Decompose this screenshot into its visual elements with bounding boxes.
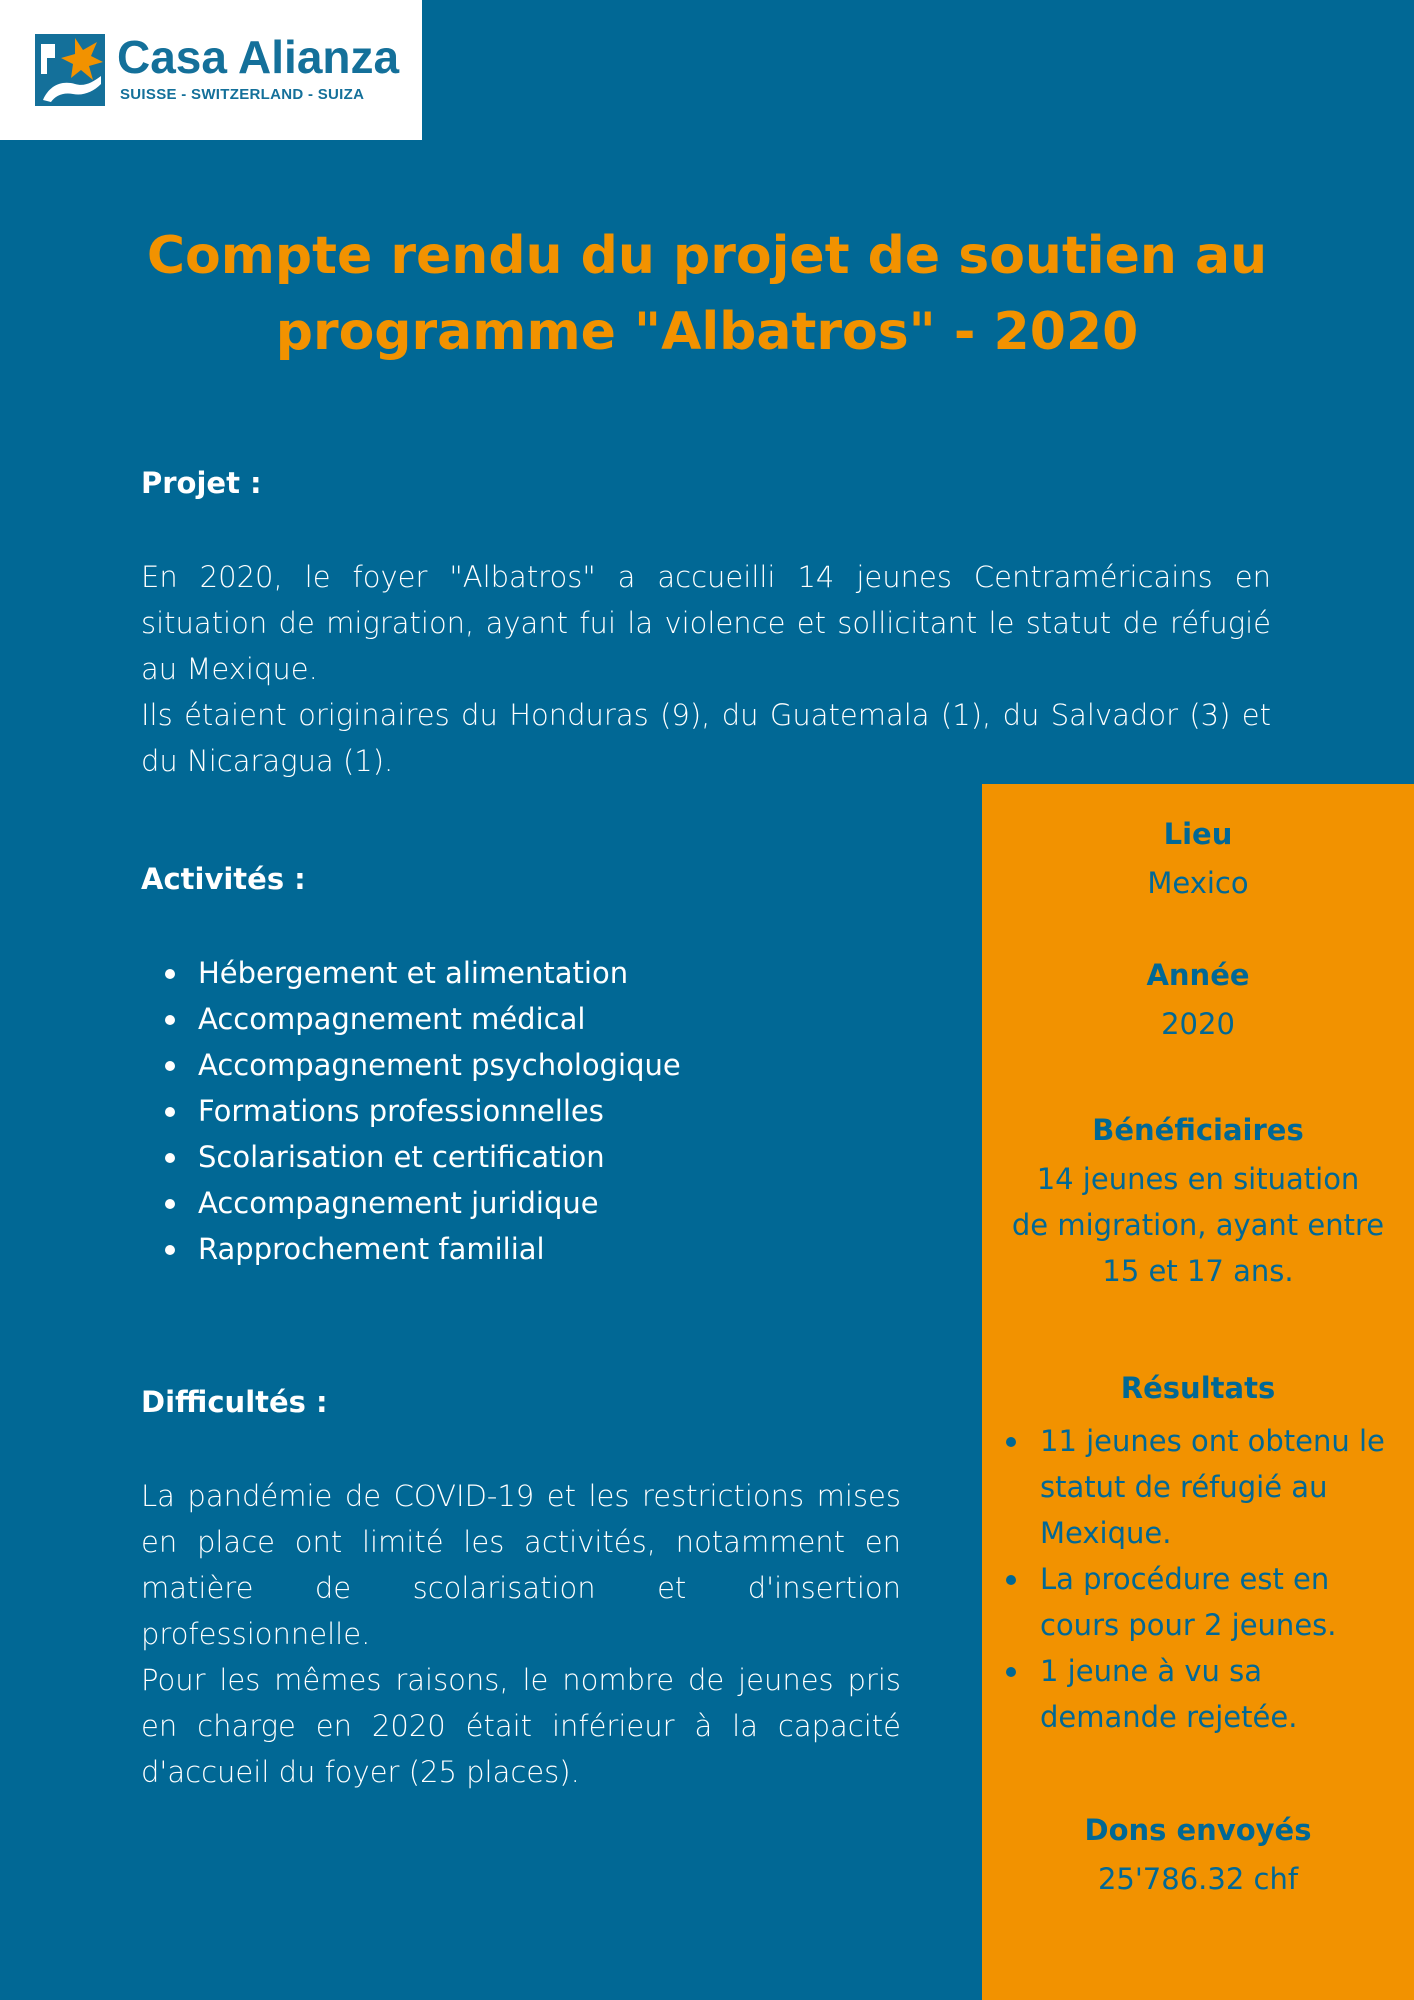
list-item: Rapprochement familial	[141, 1226, 681, 1272]
activites-heading: Activités :	[141, 862, 306, 896]
list-item: 11 jeunes ont obtenu le statut de réfugié au Mexique.	[982, 1418, 1414, 1556]
beneficiaires-value	[982, 1156, 1414, 1294]
lieu-value: Mexico	[1147, 866, 1249, 900]
list-item: La procédure est en cours pour 2 jeunes.	[982, 1556, 1414, 1648]
lieu-label: Lieu	[1163, 817, 1233, 851]
dons-value: 25'786.32 chf	[1097, 1862, 1299, 1896]
difficultes-paragraph: Pour les mêmes raisons, le nombre de jeunes pris en charge en 2020 était inférieur à la capacité d'accueil du foyer (25 places).	[141, 1663, 901, 1789]
info-sidebar	[982, 784, 1414, 2000]
activities-list	[141, 950, 681, 1272]
difficultes-text	[141, 1473, 901, 1795]
beneficiaires-label: Bénéficiaires	[1092, 1113, 1304, 1147]
resultats-list	[982, 1418, 1414, 1740]
beneficiaires-line: 15 et 17 ans.	[1102, 1254, 1294, 1288]
difficultes-heading: Difficultés :	[141, 1385, 328, 1419]
logo-name: Casa Alianza	[117, 31, 400, 83]
logo	[0, 0, 422, 140]
list-item: 1 jeune à vu sa demande rejetée.	[982, 1648, 1414, 1740]
projet-paragraph: En 2020, le foyer "Albatros" a accueilli 14 jeunes Centraméricains en situation de migration, ayant fui la violence et sollicitant le statut de réfugié au Mexique.	[141, 560, 1271, 686]
list-item: Accompagnement psychologique	[141, 1042, 681, 1088]
annee-value: 2020	[1161, 1007, 1235, 1041]
list-item: Hébergement et alimentation	[141, 950, 681, 996]
beneficiaires-line: de migration, ayant entre	[1011, 1208, 1385, 1242]
list-item: Accompagnement médical	[141, 996, 681, 1042]
page-title: Compte rendu du projet de soutien au programme "Albatros" - 2020	[146, 226, 1268, 362]
dons-label: Dons envoyés	[1084, 1813, 1312, 1847]
beneficiaires-line: 14 jeunes en situation	[1036, 1162, 1360, 1196]
list-item: Scolarisation et certification	[141, 1134, 681, 1180]
list-item: Formations professionnelles	[141, 1088, 681, 1134]
projet-heading: Projet :	[141, 466, 262, 500]
casa-alianza-logo-icon	[35, 34, 105, 106]
list-item: Accompagnement juridique	[141, 1180, 681, 1226]
projet-paragraph: Ils étaient originaires du Honduras (9), du Guatemala (1), du Salvador (3) et du Nicaragua (1).	[141, 698, 1271, 778]
projet-text	[141, 554, 1271, 784]
resultats-label: Résultats	[1120, 1371, 1276, 1405]
logo-tagline: SUISSE - SWITZERLAND - SUIZA	[120, 86, 365, 103]
difficultes-paragraph: La pandémie de COVID-19 et les restrictions mises en place ont limité les activités, notamment en matière de scolarisation et d'insertion professionnelle.	[141, 1479, 901, 1651]
annee-label: Année	[1146, 958, 1250, 992]
